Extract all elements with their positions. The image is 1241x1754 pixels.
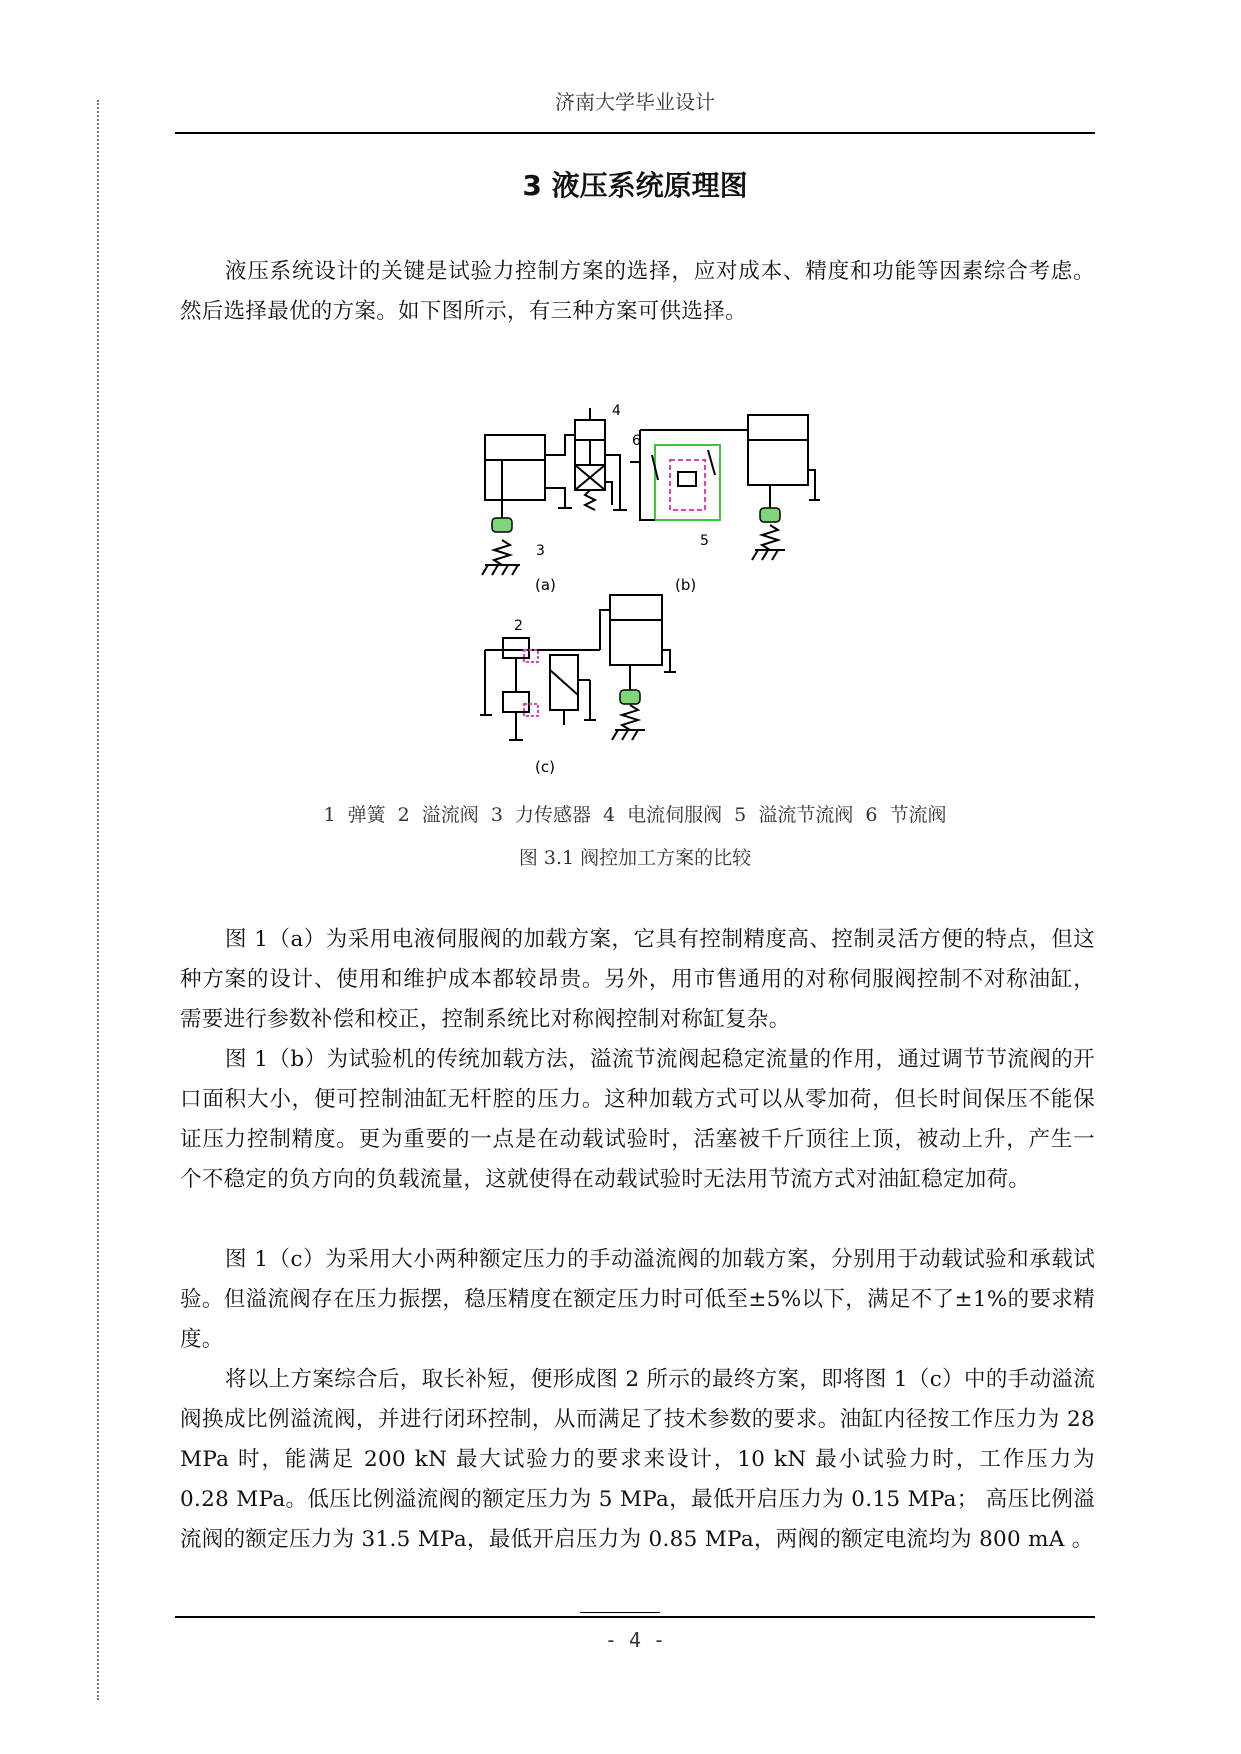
body-paragraph: 图 1（a）为采用电液伺服阀的加载方案，它具有控制精度高、控制灵活方便的特点，但这种方案的设计、使用和维护成本都较昂贵。另外，用市售通用的对称伺服阀控制不对称油缸，需要进行参数补偿和校正，控制系统比对称阀控制对称缸复杂。 — [180, 927, 1095, 1032]
body-paragraph: 图 1（b）为试验机的传统加载方法，溢流节流阀起稳定流量的作用，通过调节节流阀的开口面积大小，便可控制油缸无杆腔的压力。这种加载方式可以从零加荷，但长时间保压不能保证压力控制精度。更为重要的一点是在动载试验时，活塞被千斤顶往上顶，被动上升，产生一个不稳定的负方向的负载流量，这就使得在动载试验时无法用节流方式对油缸稳定加荷。 — [180, 1047, 1095, 1192]
relief-throttle-valve-b — [678, 472, 696, 486]
footer-rule — [175, 1616, 1095, 1618]
part-label-3: 3 — [536, 543, 545, 559]
part-label-5: 5 — [700, 533, 709, 549]
part-label-6: 6 — [632, 433, 641, 449]
header-rule — [175, 132, 1095, 134]
intro-paragraph: 液压系统设计的关键是试验力控制方案的选择，应对成本、精度和功能等因素综合考虑。然后选择最优的方案。如下图所示，有三种方案可供选择。 — [180, 259, 1095, 324]
force-sensor-b — [760, 508, 780, 522]
force-sensor-c — [620, 690, 640, 704]
running-header: 济南大学毕业设计 — [555, 90, 715, 114]
figure-caption: 图 3.1 阀控加工方案的比较 — [518, 847, 752, 869]
part-label-2: 2 — [514, 618, 523, 634]
relief-valve-low-c — [503, 692, 529, 712]
cylinder-c — [610, 595, 662, 665]
body-paragraph: 图 1（c）为采用大小两种额定压力的手动溢流阀的加载方案，分别用于动载试验和承载试验。但溢流阀存在压力振摆，稳压精度在额定压力时可低至±5%以下，满足不了±1%的要求精度。 — [180, 1247, 1095, 1352]
chapter-title: 3 液压系统原理图 — [522, 169, 748, 202]
footer-rule-accent — [580, 1612, 660, 1613]
page-number: - 4 - — [604, 1628, 666, 1652]
cylinder-b — [748, 415, 808, 485]
panel-label-c: (c) — [535, 758, 555, 776]
panel-label-a: (a) — [535, 576, 556, 594]
part-label-4: 4 — [612, 403, 621, 419]
panel-label-b: (b) — [675, 576, 697, 594]
servo-valve-solenoid — [575, 420, 605, 440]
binding-line — [97, 100, 99, 1700]
figure-legend: 1 弹簧 2 溢流阀 3 力传感器 4 电流伺服阀 5 溢流节流阀 6 节流阀 — [323, 804, 947, 826]
force-sensor-a — [492, 518, 512, 532]
hydraulic-schematic-figure — [480, 400, 820, 780]
cylinder-a — [485, 435, 545, 500]
body-paragraph: 将以上方案综合后，取长补短，便形成图 2 所示的最终方案，即将图 1（c）中的手动溢流阀换成比例溢流阀，并进行闭环控制，从而满足了技术参数的要求。油缸内径按工作压力为 28 MPa 时，能满足 200 kN 最大试验力的要求来设计，10 kN 最小试验力时，工作压力为 0.28 MPa。低压比例溢流阀的额定压力为 5 MPa，最低开启压力为 0.15 MPa； 高压比例溢流阀的额定压力为 31.5 MPa，最低开启压力为 0.85 MPa，两阀的额定电流均为 800 mA 。 — [180, 1367, 1095, 1552]
relief-valve-high-c — [503, 638, 529, 658]
